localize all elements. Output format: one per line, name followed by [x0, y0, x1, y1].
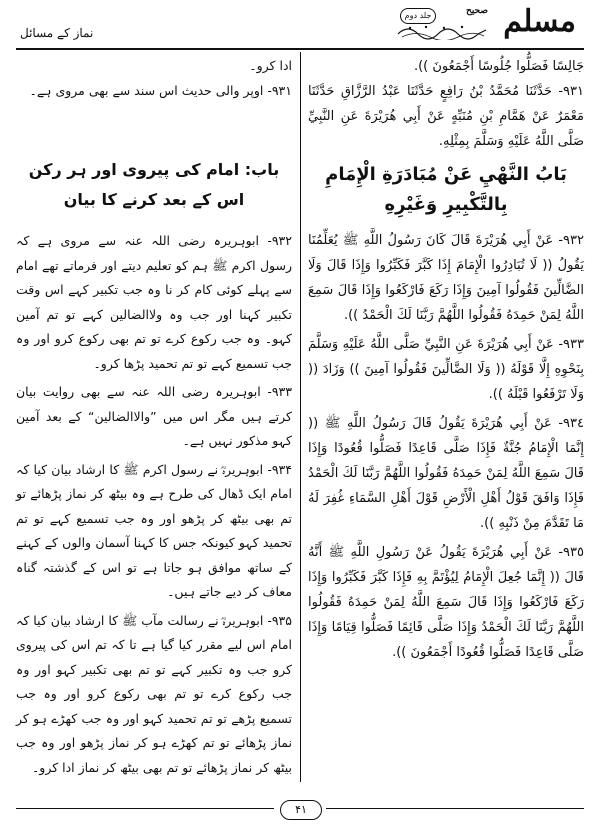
logo-title: مسلم — [503, 4, 576, 39]
page-number: ۴۱ — [280, 800, 322, 820]
urdu-hadith-931: ۹۳۱- اوپر والی حدیث اس سند سے بھی مروی ہے۔ — [29, 82, 292, 98]
urdu-hadith-934: ۹۳۴- ابوہریرہؓ نے رسول اکرم ﷺ کا ارشاد بیان کیا کہ امام ایک ڈھال کی طرح ہے وہ بیٹھ کر نماز پڑھائے تو تم بھی بیٹھ کر پڑھو اور وہ جب تسمیع کہے تو تم تحمید کہو کیونکہ جس کا کہنا آسمان والوں کے کہنے کے ساتھ موافق ہو جاتا ہے تو اس کے گذشتہ گناہ معاف کر دیے جاتے ہیں۔ — [16, 461, 292, 599]
volume-badge: جلد دوم — [400, 8, 436, 24]
page-header — [16, 4, 584, 50]
urdu-hadith-932: ۹۳۲- ابوہریرہ رضی اللہ عنہ سے مروی ہے کہ رسول اکرم ﷺ ہم کو تعلیم دیتے اور فرماتے تھے امام سے پہلے کوئی کام کر نا وہ جب تکبیر کہے اس وقت تکبیر کہنا اور جب وہ ولاالضالین کہے تو تم آمین کہو۔ وہ جب رکوع کرے تو تم بھی رکوع کرو اور وہ جب تسمیع کہے تو تم تحمید پڑھا کرو۔ — [16, 233, 292, 371]
arabic-hadith-934: ٩٣٤- عَنْ أَبِي هُرَيْرَةَ يَقُولُ قَالَ رَسُولُ اللَّهِ ﷺ (( إِنَّمَا الْإِمَامُ جُنَّةٌ فَإِذَا صَلَّى قَاعِدًا فَصَلُّوا قُعُودًا وَإِذَا قَالَ سَمِعَ اللَّهُ لِمَنْ حَمِدَهُ فَقُولُوا اللَّهُمَّ رَبَّنَا لَكَ الْحَمْدُ فَإِذَا وَافَقَ قَوْلُ أَهْلِ الْأَرْضِ قَوْلَ أَهْلِ السَّمَاءِ غُفِرَ لَهُ مَا تَقَدَّمَ مِنْ ذَنْبِهِ )). — [308, 416, 584, 531]
arabic-hadith-935: ٩٣٥- عَنْ أَبِي هُرَيْرَةَ يَقُولُ عَنْ رَسُولِ اللَّهِ ﷺ أَنَّهُ قَالَ (( إِنَّمَا جُعِلَ الْإِمَامُ لِيُؤْتَمَّ بِهِ فَإِذَا كَبَّرَ فَكَبِّرُوا وَإِذَا رَكَعَ فَارْكَعُوا وَإِذَا قَالَ سَمِعَ اللَّهُ لِمَنْ حَمِدَهُ فَقُولُوا اللَّهُمَّ رَبَّنَا لَكَ الْحَمْدُ وَإِذَا صَلَّى قَائِمًا فَصَلُّوا قِيَامًا وَإِذَا صَلَّى قَاعِدًا فَصَلُّوا قُعُودًا أَجْمَعُونَ )). — [308, 545, 584, 660]
arabic-column — [308, 54, 584, 665]
column-divider — [300, 52, 301, 782]
section-title: نماز کے مسائل — [20, 26, 94, 40]
arabic-chapter-heading: بَابُ النَّهْيِ عَنْ مُبَادَرَةِ الْإِمَامِ بِالتَّكْبِيرِ وَغَيْرِهِ — [325, 164, 567, 215]
urdu-column — [16, 54, 292, 780]
urdu-hadith-935: ۹۳۵- ابوہریرہؓ نے رسالت مآب ﷺ کا ارشاد بیان کیا کہ امام اس لیے مقرر کیا گیا ہے تا کہ تم اس کی پیروی کرو جب وہ تکبیر کہے تو تم بھی تکبیر کہو اور وہ جب رکوع کرے تو تم بھی رکوع کرو اور وہ جب تسمیع پڑھے تو تم تحمید کہو اور وہ جب کھڑے ہو کر نماز پڑھائے تو تم کھڑے ہو کر نماز پڑھو اور وہ جب بیٹھ کر نماز پڑھائے تو تم بھی بیٹھ کر نماز ادا کرو۔ — [16, 612, 292, 775]
arabic-hadith-932: ٩٣٢- عَنْ أَبِي هُرَيْرَةَ قَالَ كَانَ رَسُولُ اللَّهِ ﷺ يُعَلِّمُنَا يَقُولُ (( لَا تُبَادِرُوا الْإِمَامَ إِذَا كَبَّرَ فَكَبِّرُوا وَإِذَا قَالَ وَلَا الضَّالِّينَ فَقُولُوا آمِينَ وَإِذَا رَكَعَ فَارْكَعُوا وَإِذَا قَالَ سَمِعَ اللَّهُ لِمَنْ حَمِدَهُ فَقُولُوا اللَّهُمَّ رَبَّنَا لَكَ الْحَمْدُ )). — [308, 233, 584, 323]
urdu-paragraph: ادا کرو۔ — [249, 58, 292, 73]
logo-prefix: صحيح — [466, 6, 488, 16]
book-logo — [374, 4, 584, 46]
urdu-chapter-heading: باب: امام کی پیروی اور ہر رکن اس کے بعد کرنے کا بیان — [28, 160, 280, 209]
urdu-hadith-933: ۹۳۳- ابوہریرہ رضی اللہ عنہ سے بھی روایت بیان کرتے ہیں مگر اس میں ”والاالضالین“ کے بعد آمین کہو مذکور نہیں ہے۔ — [16, 384, 292, 448]
arabic-hadith-933: ٩٣٣- عَنْ أَبِي هُرَيْرَةَ عَنِ النَّبِيِّ صَلَّى اللَّهُ عَلَيْهِ وَسَلَّمَ بِنَحْوِهِ إِلَّا قَوْلَهُ (( وَلَا الضَّالِّينَ فَقُولُوا آمِينَ )) وَزَادَ (( وَلَا تَرْفَعُوا قَبْلَهُ )). — [308, 337, 584, 402]
arabic-hadith-931: ٩٣١- حَدَّثَنَا مُحَمَّدُ بْنُ رَافِعٍ حَدَّثَنَا عَبْدُ الرَّزَّاقِ حَدَّثَنَا مَعْمَرٌ عَنْ هَمَّامِ بْنِ مُنَبِّهٍ عَنْ أَبِي هُرَيْرَةَ عَنِ النَّبِيِّ صَلَّى اللَّهُ عَلَيْهِ وَسَلَّمَ بِمِثْلِهِ. — [308, 84, 584, 149]
arabic-paragraph: جَالِسًا فَصَلُّوا جُلُوسًا أَجْمَعُونَ )). — [413, 59, 584, 74]
calligraphy-ornament-icon — [396, 22, 488, 40]
